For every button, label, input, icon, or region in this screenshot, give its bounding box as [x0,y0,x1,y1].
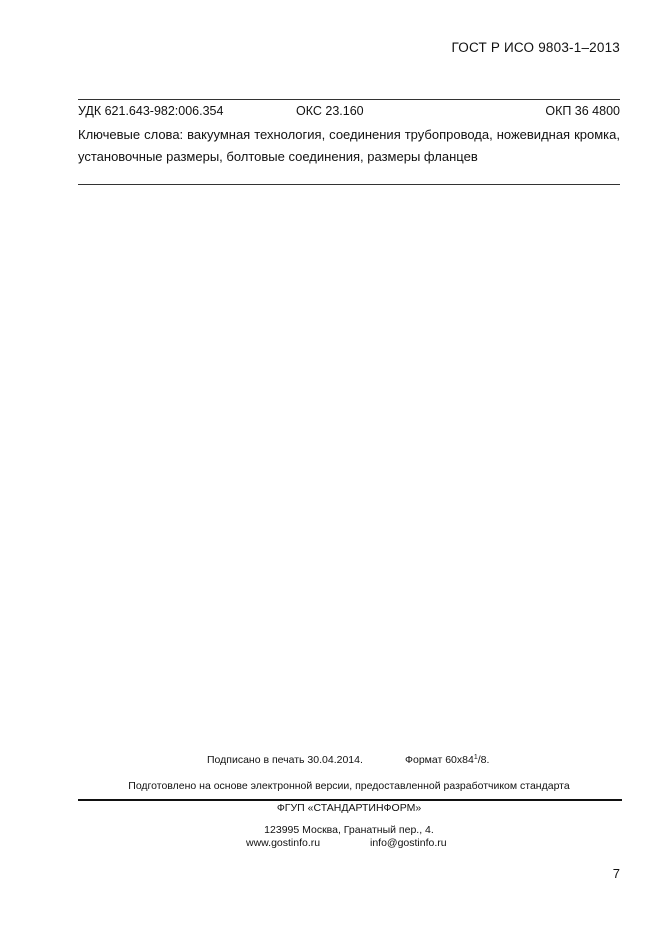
paper-format-suffix: /8. [477,754,490,766]
keywords-paragraph: Ключевые слова: вакуумная технология, соединения трубопровода, ножевидная кромка, установочные размеры, болтовые соединения, размеры фланцев [78,127,620,164]
paper-format [405,754,489,766]
oks-code: ОКС 23.160 [296,104,364,118]
top-divider [78,99,620,100]
classification-codes-row [78,104,620,120]
publisher-email-link[interactable]: info@gostinfo.ru [370,837,447,849]
keywords-divider [78,184,620,185]
udk-code: УДК 621.643-982:006.354 [78,104,224,118]
paper-format-prefix: Формат 60x84 [405,754,474,766]
publisher-address: 123995 Москва, Гранатный пер., 4. [264,824,434,836]
paper-format-superscript: 1 [473,754,478,761]
page-number: 7 [612,866,620,881]
publisher-name: ФГУП «СТАНДАРТИНФОРМ» [276,802,422,814]
standard-code-header: ГОСТ Р ИСО 9803-1–2013 [451,40,620,55]
okp-code: ОКП 36 4800 [545,104,620,118]
prepared-note: Подготовлено на основе электронной версии, предоставленной разработчиком стандарта [128,780,570,792]
publisher-website-link[interactable]: www.gostinfo.ru [246,837,321,849]
colophon-divider [78,799,622,801]
signed-to-print-date: Подписано в печать 30.04.2014. [207,754,363,766]
